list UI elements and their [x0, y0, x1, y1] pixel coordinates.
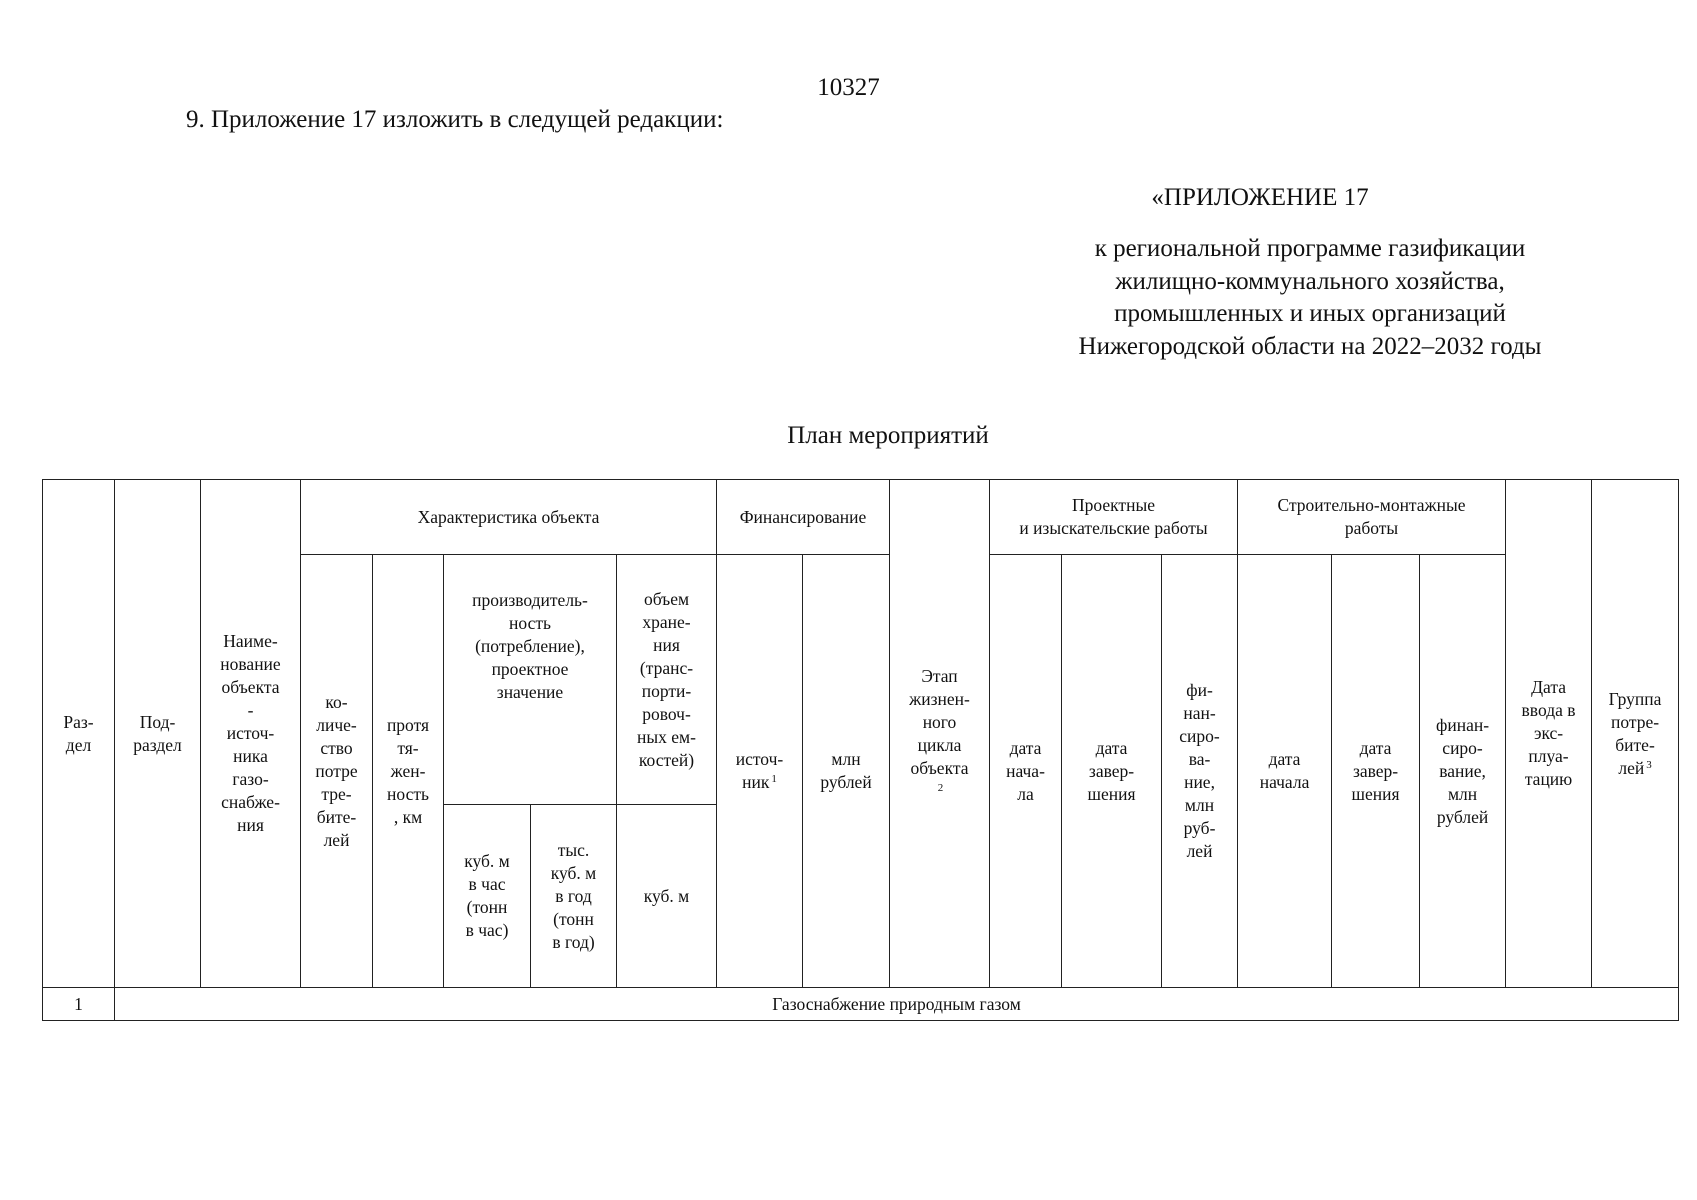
header-design-financing: фи- нан- сиро- ва- ние, млн руб- лей: [1162, 555, 1238, 988]
header-construction-works: Строительно-монтажные работы: [1238, 480, 1506, 555]
header-characteristics: Характеристика объекта: [301, 480, 717, 555]
header-object-name: Наиме- нование объекта - источ- ника газо- снабже- ния: [201, 480, 301, 988]
header-storage: объем хране- ния (транс- порти- ровоч- ных ем- костей): [617, 555, 717, 805]
appendix-title: «ПРИЛОЖЕНИЕ 17: [1151, 184, 1369, 211]
appendix-subtitle-line: к региональной программе газификации: [1094, 235, 1526, 262]
row-section-title: Газоснабжение природным газом: [115, 988, 1679, 1021]
header-construction-start-date: дата начала: [1238, 555, 1332, 988]
source-label: источ- ник: [735, 749, 784, 792]
header-design-start-date: дата нача- ла: [990, 555, 1062, 988]
header-design-end-date: дата завер- шения: [1062, 555, 1162, 988]
header-consumer-group: [1592, 480, 1679, 988]
header-length: протя тя- жен- ность , км: [373, 555, 444, 988]
header-capacity: производитель- ность (потребление), проектное значение: [444, 555, 617, 805]
row-section-number: 1: [43, 988, 115, 1021]
footnote-3-marker: 3: [1646, 758, 1652, 771]
header-cubic-per-hour: куб. м в час (тонн в час): [444, 805, 531, 988]
plan-table: [42, 479, 1679, 1021]
header-subsection: Под- раздел: [115, 480, 201, 988]
page-number: 10327: [817, 74, 880, 101]
appendix-subtitle-line: жилищно-коммунального хозяйства,: [1115, 267, 1505, 295]
table-row: [43, 988, 1679, 1021]
header-construction-end-date: дата завер- шения: [1332, 555, 1420, 988]
header-source: [717, 555, 803, 988]
header-million-rub: млн рублей: [803, 555, 890, 988]
header-consumers-count: ко- личе- ство потре тре- бите- лей: [301, 555, 373, 988]
footnote-1-marker: 1: [771, 773, 777, 785]
plan-title: План мероприятий: [787, 422, 989, 449]
amendment-intro: 9. Приложение 17 изложить в следущей редакции:: [186, 106, 724, 133]
header-construction-financing: финан- сиро- вание, млн рублей: [1420, 555, 1506, 988]
header-life-cycle: [890, 480, 990, 988]
consumer-group-label: Группа потре- бите- лей: [1608, 688, 1662, 778]
header-commissioning-date: Дата ввода в экс- плуа- тацию: [1506, 480, 1592, 988]
life-cycle-label: Этап жизнен- ного цикла объекта: [909, 665, 970, 778]
header-cubic-m: куб. м: [617, 805, 717, 988]
header-section: Раз- дел: [43, 480, 115, 988]
footnote-2-marker: 2: [937, 781, 944, 794]
appendix-subtitle-line: промышленных и иных организаций: [1114, 300, 1506, 327]
header-thousand-cubic-per-year: тыс. куб. м в год (тонн в год): [531, 805, 617, 988]
header-financing: Финансирование: [717, 480, 890, 555]
appendix-subtitle: [1000, 233, 1620, 363]
appendix-subtitle-line: Нижегородской области на 2022–2032 годы: [1078, 332, 1542, 360]
header-design-works: Проектные и изыскательские работы: [990, 480, 1238, 555]
